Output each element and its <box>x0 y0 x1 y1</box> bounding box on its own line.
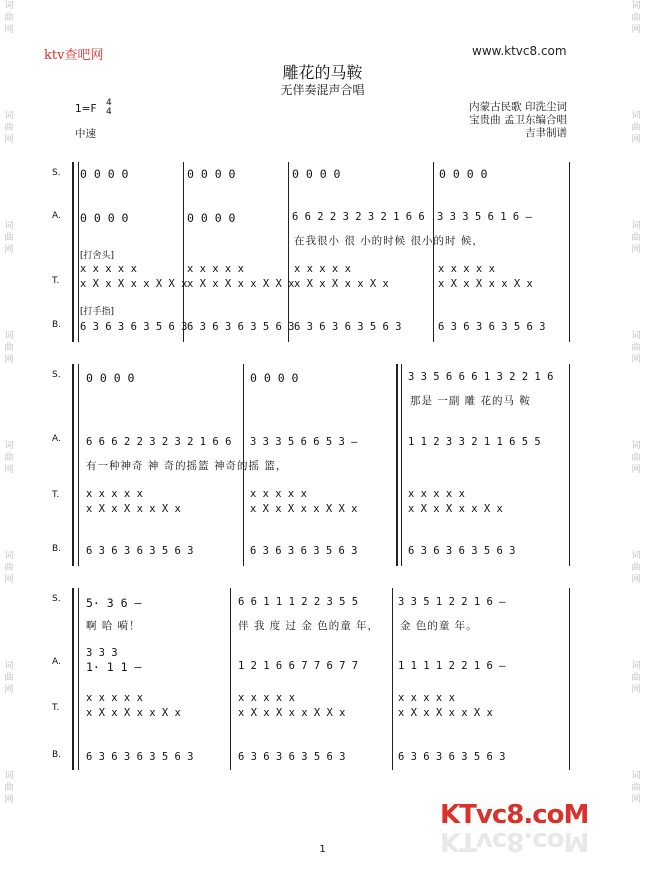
side-watermark-text: 词 曲 网 <box>4 661 14 695</box>
side-watermark-text: 词 曲 网 <box>631 221 641 255</box>
perc-t-bot-m2: x X x X x x X X x <box>187 278 295 290</box>
notes-s-m2: 0 0 0 0 <box>250 371 299 385</box>
perc-t-bot-m2: x X x X x x X X x <box>250 503 358 515</box>
side-watermark-text: 词 曲 网 <box>631 331 641 365</box>
perc-t-bot-m4: x X x X x x X x <box>438 278 533 290</box>
perc-t-top-m1: x x x x x <box>86 488 143 500</box>
barline <box>230 588 231 770</box>
side-watermark-text: 词 曲 网 <box>631 661 641 695</box>
notes-a-m1: 1· 1 1 – <box>86 660 142 674</box>
notes-s-m3: 3 3 5 6 6 6 1 3 2 2 1 6 <box>408 371 554 383</box>
side-watermark-text: 词 曲 网 <box>631 441 641 475</box>
voice-label-t: T. <box>52 703 60 713</box>
song-subtitle: 无伴奏混声合唱 <box>280 83 365 97</box>
perc-t-bot-m3: x X x X x x X x <box>408 503 503 515</box>
site-logo-large: KTvc8.coM <box>440 800 589 830</box>
credit-line: 宝贵曲 孟卫东编合唱 <box>469 114 567 126</box>
lyrics-a: 有一种神奇 神 奇的摇篮 神奇的摇 篮， <box>86 460 288 472</box>
system-start-line <box>78 162 79 342</box>
notes-s-m1: 0 0 0 0 <box>86 371 135 385</box>
side-watermark-text: 词 曲 网 <box>631 1 641 35</box>
notes-b-m4: 6 3 6 3 6 3 5 6 3 <box>438 321 546 333</box>
side-watermark-text: 词 曲 网 <box>4 441 14 475</box>
voice-label-a: A. <box>52 657 61 667</box>
notes-b-m1: 6 3 6 3 6 3 5 6 3 <box>86 751 194 763</box>
voice-label-t: T. <box>52 276 60 286</box>
key-signature: 1=F <box>75 103 97 115</box>
notes-a-m1: 6 6 6 2 2 3 2 3 2 1 6 6 <box>86 436 232 448</box>
lyrics-a: 在我很小 很 小的时候 很小的时 候， <box>294 235 484 247</box>
perc-t-top-m1: x x x x x <box>80 263 137 275</box>
barline <box>569 364 570 566</box>
system-start-line <box>78 588 79 770</box>
bass-technique-hint: [打手指] <box>80 307 115 317</box>
notes-a-m2: 1 2 1 6 6 7 7 6 7 7 <box>238 660 359 672</box>
credit-line: 吉聿制谱 <box>525 127 567 139</box>
perc-t-top-m2: x x x x x <box>250 488 307 500</box>
credits <box>469 101 567 140</box>
credit-line: 内蒙古民歌 印洗尘词 <box>469 101 567 113</box>
barline-double <box>401 364 402 566</box>
site-logo-reflection: KTvc8.coM <box>440 826 589 856</box>
side-watermark-left <box>2 0 16 880</box>
voice-label-s: S. <box>52 168 61 178</box>
perc-t-top-m1: x x x x x <box>86 692 143 704</box>
perc-t-top-m4: x x x x x <box>438 263 495 275</box>
voice-label-s: S. <box>52 594 61 604</box>
notes-b-m3: 6 3 6 3 6 3 5 6 3 <box>294 321 402 333</box>
barline <box>569 162 570 342</box>
lyrics-s-m1: 啊 哈 嗬！ <box>86 620 141 632</box>
perc-t-top-m3: x x x x x <box>398 692 455 704</box>
notes-a-m3: 1 1 1 1 2 2 1 6 – <box>398 660 506 672</box>
side-watermark-text: 词 曲 网 <box>631 551 641 585</box>
notes-s-m1: 0 0 0 0 <box>80 167 129 181</box>
perc-t-bot-m3: x X x X x x X x <box>398 707 493 719</box>
side-watermark-text: 词 曲 网 <box>631 111 641 145</box>
voice-label-a: A. <box>52 211 61 221</box>
side-watermark-text: 词 曲 网 <box>631 771 641 805</box>
notes-a-m2: 3 3 3 5 6 6 5 3 – <box>250 436 358 448</box>
voice-label-s: S. <box>52 370 61 380</box>
barline <box>288 162 289 342</box>
notes-b-m3: 6 3 6 3 6 3 5 6 3 <box>398 751 506 763</box>
perc-t-top-m3: x x x x x <box>408 488 465 500</box>
system-start-line <box>78 364 79 566</box>
notes-a-m4: 3 3 3 5 6 1 6 – <box>437 211 532 223</box>
perc-t-bot-m2: x X x X x x X X x <box>238 707 346 719</box>
barline-double <box>396 364 398 566</box>
notes-b-m2: 6 3 6 3 6 3 5 6 3 <box>250 545 358 557</box>
barline <box>569 588 570 770</box>
barline <box>433 162 434 342</box>
perc-t-bot-m1: x X x X x x X x <box>86 707 181 719</box>
voice-label-a: A. <box>52 434 61 444</box>
time-signature: 4 4 <box>106 98 112 117</box>
tenor-technique-hint: [打舍头] <box>80 251 115 261</box>
notes-b-m2: 6 3 6 3 6 3 5 6 3 <box>238 751 346 763</box>
notes-s-m3: 0 0 0 0 <box>292 167 341 181</box>
notes-s-m1: 5· 3 6 – <box>86 596 142 610</box>
side-watermark-text: 词 曲 网 <box>4 771 14 805</box>
barline <box>392 588 393 770</box>
voice-label-t: T. <box>52 490 60 500</box>
notes-a-m3: 6 6 2 2 3 2 3 2 1 6 6 <box>292 211 425 223</box>
perc-t-bot-m3: x X x X x x X x <box>294 278 389 290</box>
notes-b-m1: 6 3 6 3 6 3 5 6 3 <box>80 321 188 333</box>
notes-a-m3: 1 1 2 3 3 2 1 1 6 5 5 <box>408 436 541 448</box>
notes-a-m1: 0 0 0 0 <box>80 211 129 225</box>
lyrics-s-m3: 金 色的童 年。 <box>400 620 478 632</box>
lyrics-s-m2: 伴 我 度 过 金 色的童 年， <box>238 620 380 632</box>
side-watermark-text: 词 曲 网 <box>4 331 14 365</box>
notes-s-m3: 3 3 5 1 2 2 1 6 – <box>398 596 506 608</box>
voice-label-b: B. <box>52 544 62 554</box>
perc-t-top-m2: x x x x x <box>187 263 244 275</box>
perc-t-bot-m1: x X x X x x X x <box>86 503 181 515</box>
song-title: 雕花的马鞍 <box>282 63 363 82</box>
notes-a-m2: 0 0 0 0 <box>187 211 236 225</box>
tempo-marking: 中速 <box>75 128 96 140</box>
notes-b-m1: 6 3 6 3 6 3 5 6 3 <box>86 545 194 557</box>
site-logo-small: ktv查吧网 <box>44 48 104 63</box>
side-watermark-text: 词 曲 网 <box>4 551 14 585</box>
barline <box>183 162 184 342</box>
notes-b-m2: 6 3 6 3 6 3 5 6 3 <box>187 321 295 333</box>
perc-t-bot-m1: x X x X x x X X x <box>80 278 188 290</box>
perc-t-top-m3: x x x x x <box>294 263 351 275</box>
voice-label-b: B. <box>52 320 62 330</box>
site-url: www.ktvc8.com <box>472 44 567 58</box>
notes-a-upper: 3 3 3 <box>86 647 118 659</box>
side-watermark-text: 词 曲 网 <box>4 1 14 35</box>
notes-b-m3: 6 3 6 3 6 3 5 6 3 <box>408 545 516 557</box>
notes-s-m2: 0 0 0 0 <box>187 167 236 181</box>
side-watermark-text: 词 曲 网 <box>4 221 14 255</box>
side-watermark-right <box>629 0 643 880</box>
notes-s-m4: 0 0 0 0 <box>439 167 488 181</box>
lyrics-s: 那是 一副 雕 花的马 鞍 <box>410 395 531 407</box>
side-watermark-text: 词 曲 网 <box>4 111 14 145</box>
notes-s-m2: 6 6 1 1 1 2 2 3 5 5 <box>238 596 359 608</box>
perc-t-top-m2: x x x x x <box>238 692 295 704</box>
voice-label-b: B. <box>52 750 62 760</box>
page-number: 1 <box>319 844 326 855</box>
